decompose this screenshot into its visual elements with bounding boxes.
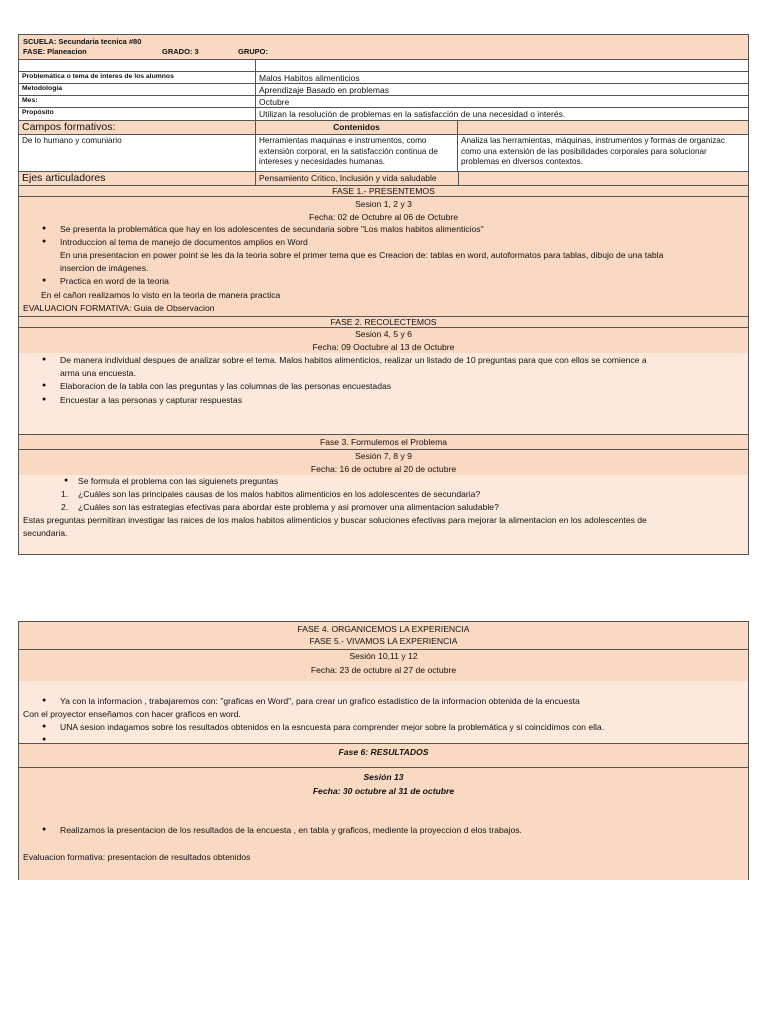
- fase6-fecha: Fecha: 30 octubre al 31 de octubre: [312, 786, 455, 796]
- fase1-title: FASE 1.- PRESENTEMOS: [332, 186, 435, 196]
- contenidos-heading: Contenidos: [256, 121, 458, 134]
- fase45-sesion: Sesión 10,11 y 12: [349, 651, 418, 661]
- fase6-evaluacion: Evaluacion formativa: presentacion de resultados obtenidos: [23, 852, 251, 862]
- grado-label: GRADO: 3: [162, 47, 199, 56]
- fase45-bullet: Ya con la informacion , trabajaremos con: "graficas en Word", para crear un grafico estadistico de la informacion obtenida de la encuesta: [60, 696, 580, 706]
- fase1-bullet: Introduccion al tema de manejo de documentos amplios en Word: [60, 237, 308, 247]
- fase2-bullet: Elaboracion de la tabla con las preguntas y las columnas de las personas encuestadas: [60, 381, 392, 391]
- bullet-icon: ●: [42, 238, 47, 245]
- school-label: SCUELA: Secundaria tecnica #80: [23, 37, 142, 46]
- fase2-sesion: Sesion 4, 5 y 6: [355, 329, 412, 339]
- campos-heading: Campos formativos:: [19, 121, 256, 134]
- fase3-number-1: 1.: [61, 489, 69, 499]
- fase45-bullet: UNA sesion indagamos sobre los resultados obtenidos en la esncuesta para comprender mejor sobre la problemática y si coincidimos con ella.: [60, 722, 605, 732]
- fase2-title: FASE 2. RECOLECTEMOS: [330, 317, 437, 327]
- bullet-icon: ●: [42, 356, 47, 363]
- fase4-title: FASE 4. ORGANICEMOS LA EXPERIENCIA: [297, 624, 470, 634]
- fase3-bullet: Se formula el problema con las siguienets preguntas: [78, 476, 279, 486]
- contenido-text: Herramientas maquinas e instrumentos, como extensión corporal, en la satisfacción continua de intereses y necesidades humanas.: [256, 135, 458, 171]
- info-row-problematica: [19, 71, 748, 83]
- bullet-icon: ●: [42, 225, 47, 232]
- fase3-number-2: 2.: [61, 502, 69, 512]
- fase2-bullet: De manera individual despues de analizar sobre el tema. Malos habitos alimenticios, realizar un listado de 10 preguntas para que con ellos se comience a: [60, 355, 647, 365]
- fase3-title-row: [19, 434, 748, 449]
- fase6-body: [19, 767, 748, 880]
- fase2-header: [19, 327, 748, 353]
- campos-content-row: [19, 134, 748, 171]
- planning-table-page2: [18, 621, 749, 880]
- fase45-paragraph: Con el proyector enseñamos con hacer graficos en word.: [23, 709, 241, 719]
- fase5-title: FASE 5.- VIVAMOS LA EXPERIENCIA: [309, 636, 458, 646]
- fase3-paragraph: secundaria.: [23, 528, 68, 538]
- bullet-icon: ●: [64, 477, 69, 484]
- info-label: Propósito: [19, 108, 256, 120]
- bullet-icon: ●: [42, 277, 47, 284]
- campo-name: De lo humano y comuniario: [19, 135, 256, 171]
- fase45-fecha: Fecha: 23 de octubre al 27 de octubre: [310, 665, 457, 675]
- info-label: Mes:: [19, 96, 256, 107]
- fase45-body: [19, 681, 748, 743]
- fase1-body: [19, 196, 748, 316]
- bullet-icon: ●: [42, 826, 47, 833]
- grupo-label: GRUPO:: [238, 47, 268, 56]
- fase3-question: ¿Cuáles son las estrategias efectivas para abordar este problema y asi promover una alimentacion saludable?: [78, 502, 499, 512]
- fase45-header: [19, 649, 748, 681]
- bullet-icon: ●: [42, 736, 47, 743]
- fase3-body: [19, 475, 748, 554]
- bullet-icon: ●: [42, 396, 47, 403]
- fase6-title-row: [19, 743, 748, 767]
- info-label: Problemática o tema de interes de los alumnos: [19, 72, 256, 83]
- fase3-title: Fase 3. Formulemos el Problema: [319, 437, 448, 447]
- fase3-fecha: Fecha: 16 de octubre al 20 de octubre: [310, 464, 457, 474]
- fase1-bullet: Practica en word de la teoria: [60, 276, 169, 286]
- bullet-icon: ●: [42, 723, 47, 730]
- fase45-title-row: [19, 621, 748, 649]
- fase1-evaluacion: EVALUACION FORMATIVA: Guia de Observacion: [23, 303, 215, 313]
- fase3-question: ¿Cuáles son las principales causas de los malos habitos alimenticios en los adolescentes de secundaria?: [78, 489, 481, 499]
- fase1-bullet: Se presenta la problemática que hay en los adolescentes de secundaria sobre "Los malos habitos alimenticios": [60, 224, 484, 234]
- info-value: Malos Habitos alimenticios: [259, 73, 360, 83]
- info-row-metodologia: [19, 83, 748, 95]
- ejes-heading: Ejes articuladores: [19, 172, 256, 185]
- fase1-fecha: Fecha: 02 de Octubre al 06 de Octubre: [308, 212, 459, 222]
- fase6-sesion: Sesión 13: [363, 772, 404, 782]
- info-row-proposito: [19, 107, 748, 120]
- fase6-bullet: Realizamos la presentacion de los resultados de la encuesta , en tabla y graficos, mediente la proyeccion d elos trabajos.: [60, 825, 522, 835]
- fase1-title-row: [19, 185, 748, 196]
- header-row: [19, 34, 748, 59]
- ejes-row: [19, 171, 748, 185]
- fase1-bullet-text: insercion de imágenes.: [60, 263, 149, 273]
- bullet-icon: ●: [42, 382, 47, 389]
- fase2-body: [19, 353, 748, 434]
- fase2-bullet-text: arma una encuesta.: [60, 368, 136, 378]
- fase3-sesion: Sesión 7, 8 y 9: [355, 451, 412, 461]
- info-label: Metodología: [19, 84, 256, 95]
- planning-table: [18, 34, 749, 555]
- empty-row: [19, 59, 748, 71]
- fase-label: FASE: Planeacion: [23, 47, 87, 56]
- fase3-header: [19, 449, 748, 475]
- info-value: Utilizan la resolución de problemas en la satisfacción de una necesidad o interés.: [259, 109, 566, 119]
- ejes-value: Pensamiento Critico, Inclusión y vida saludable: [256, 172, 459, 185]
- fase3-paragraph: Estas preguntas permitiran investigar las raices de los malos habitos alimenticios y buscar soluciones efectivas para mejorar la alimentacion en los adolescentes de: [23, 515, 647, 525]
- fase6-title: Fase 6: RESULTADOS: [338, 747, 429, 757]
- info-value: Octubre: [259, 97, 290, 107]
- fase2-title-row: [19, 316, 748, 327]
- info-value: Aprendizaje Basado en problemas: [259, 85, 389, 95]
- info-row-mes: [19, 95, 748, 107]
- campos-heading-row: [19, 120, 748, 134]
- bullet-icon: ●: [42, 697, 47, 704]
- fase2-fecha: Fecha: 09 Ooctubre al 13 de Octubre: [312, 342, 455, 352]
- fase1-paragraph: En el cañon realizamos lo visto en la teoria de manera practica: [41, 290, 281, 300]
- fase2-bullet: Encuestar a las personas y capturar respuestas: [60, 395, 242, 405]
- fase1-bullet-text: En una presentacion en power point se les da la teoria sobre el primer tema que es Creacion de: tablas en word, autoformatos para tablas, dibujo de una tabla: [60, 250, 664, 260]
- pda-text: Analiza las herramientas, máquinas, instrumentos y formas de organizac como una extensión de las posibilidades corporales para solucionar problemas en diversos contextos.: [461, 136, 725, 166]
- fase1-sesion: Sesion 1, 2 y 3: [355, 199, 412, 209]
